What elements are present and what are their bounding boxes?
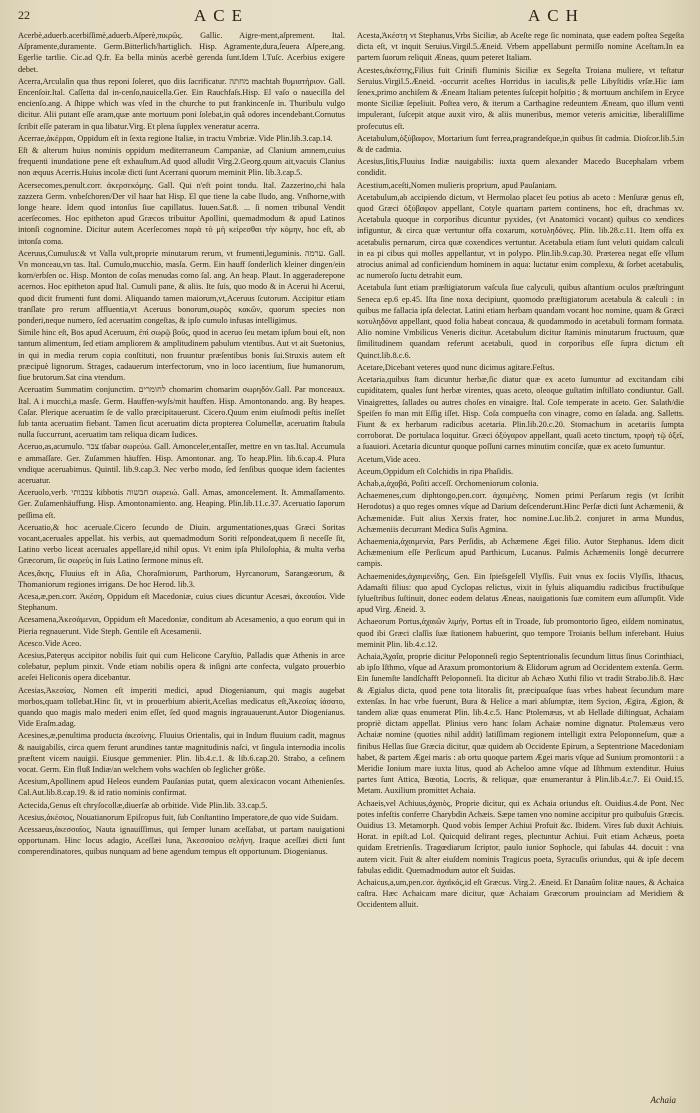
catchword: Achaia: [650, 1095, 676, 1105]
dictionary-entry: Acesius,ſitis,Fluuius Indiæ nauigabilis: iuxta quem alexander Macedo Bucephalam vrbem condidit.: [357, 157, 684, 178]
dictionary-entry: Achaemenia,ἀχαιμενία, Pars Perſidis, ab Achæmene Ægei filio. Autor Stephanus. Idem dicit Achæmenium eſſe Perſicum apud Parthicum, Lucanus. Palmis Achæmeniis longè decurrere campis.: [357, 536, 684, 569]
dictionary-entry: Achaemenes,cum diphtongo,pen.corr. ἀχαιμένης. Nomen primi Perſarum regis (vt ſcribit Herodotus) a quo reges omnes vſque ad Darium deſcenderunt.Hinc Perſæ dicti ſunt Achæmenii, & Achæmenidæ. Fuit alius Xerxis frater, hoc nomine.Luc.lib.2. conjuret in arma Mundus, Achæmeniis decurrant Medica Suſis Agmina.: [357, 491, 684, 534]
dictionary-entry: Acesias,Ἀκεσίας, Nomen eſt imperiti medici, apud Diogenianum, qui magis augebat morbos,quam tollebat.Hinc ſit, vt in prouerbium abierit,Aceſias medicatus eſt,Ἀκεσίας ἰάσατο, quando quo magis malo mederi enim eſſet, ſed quod magnis ingrauauerunt.Autor Diogenianus. Vide Eraſm.adag.: [18, 685, 345, 729]
dictionary-entry: Acetabulum,ab accipiendo dictum, vt Hermolao placet ſeu potius ab aceto : Menſuræ genus eſt, quod Græci ὀξύβαφον appellant, Cotyle quartam partem continens, hoc eſt, drachmas xv. Acetabula quoque in corporibus dicuntur pyxides, (vt Anatomici vocant) quibus co xendices infiguntur, & circa quæ vertuntur offa coxarum, κοτυληδόνες. Plin. lib.28.c.11. Item offa ex acetabulis pernarum, circa quæ coxendices vertuntur. Acetabula etiam ſunt veluti quidam calculi in ea pi cibus qui molles appellantur, vt in polypo. Plin.lib.9.cap.30. Præterea negat eſſe vllum atrocius animal ad conficiendum hominem in aqua: luctatur enim complexu, & ſorbet acetabulis, ac numeroſo ſuctu detrahit eum.: [357, 192, 684, 281]
dictionary-entry: Aces,ἄκης, Fluuius eſt in Aſia, Choraſmiorum, Parthorum, Hyrcanorum, Sarangæorum, & Thomaniorum regiones irrigans. De hoc Herod. lib.3.: [18, 568, 345, 589]
dictionary-entry: Eſt & alterum huius nominis oppidum mediterraneum Campaniæ, ad Clanium amnem,cuius frequenti inundatione pene eſt exhauſtum.Ad quod alludit Virg.2.Georg.quum ait,vacuis Clanius non æquus Acerris.Huius incolæ dicti ſunt Acerrani quorum meminit Plin. lib.3.cap.5.: [18, 146, 345, 178]
dictionary-entry: Aceruo,as,acumulo. צבר tſabar σωρεύω. Gall. Amonceler,entaſſer, mettre en vn tas.Ital. Accumula e ammaſſare. Ger. Zuſammen häuffen. Hisp. Amontonar. ang. To heap.Plin. lib.6.cap.4. Plura vndique aceruabimus. Quintil. lib.9.cap.3. Nec verbo modo, ſed ſenſibus quoque idem facientes aceruatur.: [18, 442, 345, 485]
running-head-left: ACE: [194, 6, 249, 25]
dictionary-entry: Acesta,Ἀκέστη vt Stephanus,Vrbs Siciliæ, ab Aceſte rege ſic nominata, quæ eadem poſtea Segeſta dicta eſt, vt inquit Seruius.Virgil.5.Æneid. Vrbem appellabunt permiſſo nomine Aceſtam.In ea partem ſuorum reliquit Æneas, quum peteret Italiam.: [357, 31, 684, 63]
dictionary-entry: Acesa,æ,pen.corr. Ἀκέση, Oppidum eſt Macedoniæ, cuius ciues dicuntur Acesæi, ἀκεσαῖοι. Vide Stephanum.: [18, 591, 345, 613]
dictionary-entry: Acessaeus,ἀκεσσαῖος, Nauta ignauiſſimus, qui ſemper lunam aceſſabat, ut partam nauigationi opportunam. Hinc locus adagio, Aceſſæi luna, Ἀκεσσαίου σελήνη. Iraque aceſſæi dicti ſunt comperendinatores, quibus nunquam ad bene agendum tempus eſt opportunum. Diogenianus.: [18, 825, 345, 857]
dictionary-entry: Aceruolo,verb. צבבותי kibbotis חבשוה σωρειώ. Gall. Amas, amoncelement. It. Ammaſſamento. Ger. Zuſamenhäuffung. Hisp. Amontonamiento. ang. Heaping. Plin.lib.11.c.37. Aceruatio ſaporum peſſima eſt.: [18, 488, 345, 520]
page-number: 22: [18, 8, 30, 22]
dictionary-entry: Acerbè,aduerb.acerbiſſimè,aduerb.Aſperè,πικρῶς. Gallic. Aigre-ment,aſprement. Ital. Aſpramente,duramente. Germ.Bitterlich/hartiglich. Hisp. Agramente,dura,ſeuera Aſpere,ang. Egerlie tartlie. Cic.ad Q.fr. Ea bella minùs acerbè gerenda ſunt.Idem l.Tuſc. Acerbius exigere debet.: [18, 31, 345, 74]
dictionary-entry: Acetare,Dicebant veteres quod nunc dicimus agitare.Feſtus.: [357, 362, 555, 372]
dictionary-entry: Actecida,Genus eſt chryſocollæ,diuerſæ ab orbitide. Vide Plin.lib. 33.cap.5.: [18, 800, 268, 810]
dictionary-entry: Achaicus,a,um,pen.cor. ἀχαϊκός,id eſt Græcus. Virg.2. Æneid. Et Danaûm ſolitæ naues, & Achaica caſtra. Hæc Achaicam mare dicitur, quæ Achaiam Græcorum prouinciam ad Meridiem & Occidentem alluit.: [357, 878, 684, 910]
dictionary-entry: Acetum,Vide aceo.: [357, 454, 421, 464]
dictionary-entry: Acesamena,Ἀκεσάμεναι, Oppidum eſt Macedoniæ, conditum ab Acesamenio, a quo eorum qui in Pieria regnauerunt. Vide Steph. Gentile eſt Acesamenii.: [18, 615, 345, 636]
dictionary-entry: Aceruus,Cumulus:& vt Valla vult,proprie minutarum rerum, vt frumenti,leguminis. ערמה. Gall. Vn monceau,vn tas. Ital. Cumulo,mucchio, masſa. Germ. Ein hauff ſonderlich kleiner dingen/ein korn/erbſen oc. Hisp. Monton de coſas menudas como ſal. ang. An heap. Plaut. In aggeraderepone acernos. Hoc epitheton apud Ital. Cumuli pane, & aliis. Ite ſuis, quo modo & in Acerui hi Acerui, quod dicit frumenti funt domi. Aliquando tamen maiorum,vt,Aceruus ſcutorum. Accipitur etiam tranſlate pro rerum affluentia,vt Aceruus bonorum,σωρὸς κακῶν, quorum species non ponderi,neque numero, ſed aceruatim congeſtas, & ipſo cumulo infusas intelligimus.: [18, 248, 345, 326]
dictionary-entry: Aceruatio,& hoc aceruale.Cicero ſecundo de Diuin. argumentationes,quas Græci Soritas vocant,aceruales appellat. his verbis, aut quemadmodum Soriti reſpondeat,quem ſi neceſſe ſit, Latino verbo liceat aceruales appellare,id nihil opus. Vt enim ipſa Philoſophia, & multa verba Græcorum, ſic σωρεὺς in ſuis Latino ſermone minus eſt.: [18, 522, 345, 566]
dictionary-entry: Acetabula ſunt etiam præſtigiatorum vaſcula ſiue calyculi, quibus aſtantium oculos præſtringunt Seneca ep.6 ep.45. Iſta ſine noxa decipiunt, quomodo præſtigiatorum acetabula & calculi : in quibus me fallacia ipſa delectat. Latini etiam herbam quandam vocant hoc nomine, quam & Græci κοτυληδόνα appellant, quod folia habeat concaua, & quodammodo in acetabuli formam formata. Alio nomine Vmbilicus Veneris dicitur. Acetabulum dicitur ſtaminis minutarum fructuum, quæ ſimilitudinem quandam referunt acetabuli, quod in corporibus eſſe ſupra dictum eſt Quinct.lib.8.c.6.: [357, 283, 684, 360]
dictionary-entry: Acerrae,ἀκέρραι, Oppidum eſt in ſexta regione Italiæ, in tractu Vmbriæ. Vide Plin.lib.3.cap.14.: [18, 133, 333, 143]
dictionary-entry: Aceruatim Summatim conjunctim. לחומרים chomarim chomarim σωρηδόν.Gall. Par monceaux. Ital. A i mucchi,a masſe. Germ. Hauffen-wyſs/mit hauffen. Hisp. Amontonando. ang. By heapes. Caſar. Plerique aceruatim ſe de vallo præcipitauerunt. Cicero.Quum enim eiuſmodi peſtis ineſſet ſub tanta aceruatim fiebant. Tamen ſicut aceruatim dicta propterea Columellæ, aceruatim ſtabula nulla ſuccurrunt, aceruatim tam reliqua dicam Iudices.: [18, 385, 345, 440]
dictionary-entry: Achab,a,ἀχαβά, Poſiti acceſſ. Orchomeniorum colonia.: [357, 478, 539, 488]
dictionary-entry: Acestes,ἀκέστης,Filius fuit Crinifi fluminis Siciliæ ex Segeſta Troiana muliere, vt teſtatur Seruius.Virgil.5.Æneid. -occurrit aceſtes Horridus in iaculis,& pelle Libyſtidis vrſæ.Hic iam ſenex,primo anchiſem & Æneam Italiam petentes ſuſcepit hoſpitio ; & mortuum anchiſem in Eryce monte Siciliæ ſepeliuit. Poſtea vero, & iterum a Carthagine redeuntem Æneam, quo illum venti impulerant, ſuſcepit atque auxit viro, & aliis muneribus, memor veteris amicitiæ, liberaliſſime profecutus eſt.: [357, 65, 684, 131]
dictionary-entry: Acesco.Vide Aceo.: [18, 638, 82, 648]
running-head-right: ACH: [528, 6, 585, 25]
dictionary-entry: Achaia,Ἀχαΐα, proprie dicitur Peloponneſi regio Septentrionalis ſecundum littus ſinus Corinthiaci, ab ipſo Iſthmo, vſque ad Araxum promontorium & Elidorum agrum ad Occidentem extenſa. Germ. Ein ſunemſte landſchafft Peloponneſi. Ita dicitur ab Achæo Xuthi filio vt tradit Strabo.lib.8. Hæc & Ægialus dicta, quod pene tota litoralis ſit, præcipuaſque ſuas vrbes habeat ſecundum mare extenſas. In hac vrbe fuerunt, Bura & Helice a mari abſumptæ, item Sycion, Ægira, Ægion, & tandem aliæ quas enumerat Plin. lib.4.c.5. Hanc Ptolemæus, vt ab Hellade diſtinguat, Achaiam propriè dictam appellat. Plinius vero hanc ſolam Achaiæ nomine dignatur. Ptolemæus vero Achaiæ nomine (quoties nihil addit) latiſſimam regionem intelligit extra Peloponneſum, quæ a finibus Hellas ſiue Græcia dicitur, quæ quidem ab Occidente Epirum, a Septentrione Macedoniam habet, & partem Ægei maris : ab ortu quoque partem Ægei maris vſque ad Sunium promontorii : a Meridie Ionium mare iuxta litus, quod ab Acheloo amne vſque ad Iſthmum extenditur. Huius partes ſunt Attica, Bœotia, Locris, & reliquæ, quæ enumerantur à Plin.lib.4.c.7. Ei Ouid.15. Metam. Auxilium promittet Achaia.: [357, 651, 684, 796]
dictionary-entry: Acestium,aceſti,Nomen mulieris proprium, apud Pauſaniam.: [357, 180, 558, 190]
right-column: [357, 30, 684, 1090]
dictionary-entry: Acerra,Arculaſin qua thus reponi ſoleret, quo diis ſacrificatur. מחתה machtah θυμιατήριον. Gall. Encenſoir.Ital. Caſſetta dal in-cenſo,nauicella.Ger. Ein Rauchfaſs.Hisp. El vaſo o nauecilla del encienſo.ang. A ſhippe which was vſed in the churche to put frankincenſe in. Thuribulu vulgo dicitur. Alii putant eſſe aram,quæ ante mortuum poni ſolebat,in quâ odores incendebant.Cornutus ſcribit eſſe pateram in qua libatur.Virg. Et plena ſupplex veneratur acerra.: [18, 76, 345, 131]
dictionary-entry: Achaeorum Portus,ἀχαιῶν λιμήν, Portus eſt in Troade, ſub promontorio ſigeo, eiſdem nominatus, quod ibi Græci claſſis ſuæ ſtationem habuerint, quo tempore Troianis bellum inferebant. Huius meminit Plin. lib.4.c.12.: [357, 617, 684, 649]
dictionary-entry: Acesius,Pateręus accipitor nobilis ſuit qui cum Helicone Caryſtio, Palladis quæ Athenis in arce colebatur, peplum pinxit. Vnde etiam nobilis opera & inſigni arte confecta, vulgato prouerbio aceſei Heliconis opera dicebantur.: [18, 650, 345, 683]
dictionary-entry: Achaemenides,ἀχαιμενίδης, Gen. Ein ſpieſsgeſell Vlyſſis. Fuit vnus ex ſociis Vlyſſis, Ithacus, Adamaſti filius: quo apud Cyclopas relictus, vixit in ſyluis aliquamdiu radicibus fructibuſque ſylueſtribus ſuſtinuit, donec eodem delatus Æneas, nauigationis ſuæ comitem eum aſſumpſit. Vide apud Virg. Æneid. 3.: [357, 571, 684, 615]
dictionary-entry: Aceum,Oppidum eſt Colchidis in ripa Phaſidis.: [357, 466, 514, 476]
dictionary-entry: Acesium,Apollinem apud Heleos eundem Pauſanias putat, quem alexicacon vocant Athenienſes. Cal.Aut.lib.8.cap.19. & id ratio nominis confirmat.: [18, 777, 345, 798]
dictionary-entry: Acesines,æ,penultima producta ἀκεσίνης. Fluuius Orientalis, qui in Indum fluuium cadit, magnus & nauigabilis, circa quem ferunt arundines tantæ magnitudinis naſci, vt ſingula internodia incolis præſtent vicem nauigii. Eiusque gemmenier. Plin. lib.4.c.1. & lib.6.cap.20. Strabo, a ceſinem vocat. Germ. Ein fluß Indiæ/an welchem vohs wachſen ob ſeglicher größe.: [18, 731, 345, 774]
dictionary-entry: Acesius,ἀκέσιος, Nouatianorum Epiſcopus fuit, ſub Conſtantino Imperatore,de quo vide Suidam.: [18, 812, 339, 822]
left-column: [18, 30, 345, 1090]
dictionary-entry: Acersecomes,penult.corr. ἀκερσεκόμης. Gall. Qui n'eſt point tondu. Ital. Zazzerino,chi hala zazzera Germ. vnbeſchoren/Der vil haar hat Hisp. El que tiene la cabe lludo, ang. Vnſhorne,with longe heare. Idem quod intonſus ſiue capillatus. Iuuen.Sat.8. ... ſi nomen tribunal Vendit acerſecomes. Hoc epitheton apud Græcos tribuitur Apollini, quemadmodum & apud Latinos intonſi cognomine. Dicitur autem Acerſecomes παρὰ τὸ μὴ κείρεσθαι τὴν κόμην, hoc eſt, ab intonſa coma.: [18, 180, 345, 246]
dictionary-entry: Acetaria,quibus ſtam dicuntur herbæ,ſic diatur quæ ex aceto ſumuntur ad excitandam cibi cupiditatem, quales ſunt herbæ virentes, quas aceto, oleoque guſtatim inſtillato condiuntur. Gall. Vinaigrettes, ſallades ou autres choſes en vinaigre. Ital. Coſe temperate in aceto. Ger. Salath/die Speiſen fo man mit Eſſig iſſet. Hisp. Coſa compueſta con vinagre, como en ſalada. ang. Salletts. Fiunt & ex herbarum radicibus acetaria. Plin.lib.20.c.20. Stomachum in acetariis ſumpta corroborat. De portulaca loquitur. Græci ὀξύγαρον appellant, quaſi aceto tinctum, τροφὴ τῷ ὀξεῖ, a ſuauiori. Acetaria dicuntur quoque poſſuni carnes minutim conciſæ, quæ ex aceto ſumuntur.: [357, 375, 684, 452]
text-columns: [18, 30, 684, 1090]
dictionary-entry: Acetabulum,ὀξύβαφον, Mortarium ſunt ferrea,pragrandeſque,in quibus ſit cadmia. Dioſcor.lib.5.in & de cadmia.: [357, 133, 684, 155]
dictionary-entry: Achaeis,vel Achiuus,ἀχαιὸς, Proprie dicitur, qui ex Achaia oriundus eſt. Ouidius.4.de Pont. Nec potes infeſtis conferre Charybdin Achæis. Sæpe tamen vno nomine accipitur pro quibuſuis Græcis. Ouidius 13. Metamorph. Quod vobis ſemper Achiui Profuit &c. Ibidem. Vires ſub duxit Achiuis. Horat. in epiſt.ad Lol. Quicquid delirant reges, plectuntur Achiui. Fuit etiam Achæus, poeta quidam Eretrienſis. Tragœdiarum ſcriptor, paulo iunior Sophocle, qui ſabulas 44. docuit : vna autem vicit. Fuit & alter eiuſdem nominis Tragicus poeta, Syracuſis oriundus, qui & ipſe decem fabulas edidit. Quemadmodum autor eſt Suidas.: [357, 798, 684, 875]
dictionary-entry: Simile hinc eſt, Bos apud Aceruum, ἐπὶ σωρῷ βοῦς, quod in aceruo ſeu metam ipſum boui eſt, non tantum alimentum, ſed etiam ampliorem & amplitudinem pabulum vtentibus. Aut vt ait Suetonius, in qui in media rerum copia conſtituti, non fruuntur præſentibus bonis ſui.Struxis autem eſt præcipuè lignorum. Strages, cadauerum interfectorum, vno in loco iacentium, ſiue humanorum, ſiue brutorum.Sat cina vtendum.: [18, 328, 345, 383]
running-head: [18, 6, 684, 30]
